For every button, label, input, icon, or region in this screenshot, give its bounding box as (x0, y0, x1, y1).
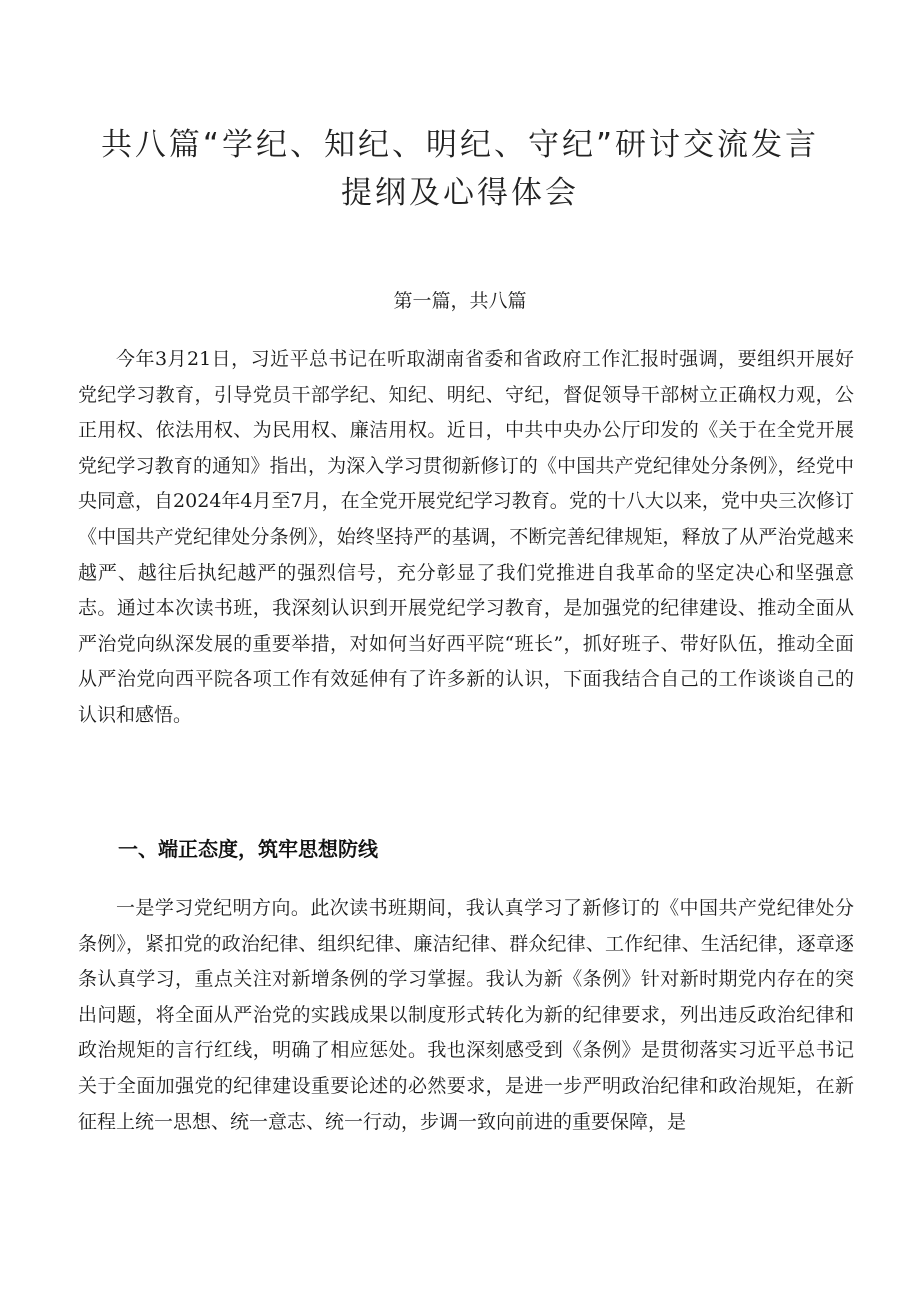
body-paragraph-1: 今年3月21日，习近平总书记在听取湖南省委和省政府工作汇报时强调，要组织开展好党纪学习教育，引导党员干部学纪、知纪、明纪、守纪，督促领导干部树立正确权力观，公正用权、依法用权、为民用权、廉洁用权。近日，中共中央办公厅印发的《关于在全党开展党纪学习教育的通知》指出，为深入学习贯彻新修订的《中国共产党纪律处分条例》，经党中央同意，自2024年4月至7月，在全党开展党纪学习教育。党的十八大以来，党中央三次修订《中国共产党纪律处分条例》，始终坚持严的基调，不断完善纪律规矩，释放了从严治党越来越严、越往后执纪越严的强烈信号，充分彰显了我们党推进自我革命的坚定决心和坚强意志。通过本次读书班，我深刻认识到开展党纪学习教育，是加强党的纪律建设、推动全面从严治党向纵深发展的重要举措，对如何当好西平院“班长”，抓好班子、带好队伍，推动全面从严治党向西平院各项工作有效延伸有了许多新的认识，下面我结合自己的工作谈谈自己的认识和感悟。 (78, 348, 854, 726)
body-paragraph-2: 一是学习党纪明方向。此次读书班期间，我认真学习了新修订的《中国共产党纪律处分条例》，紧扣党的政治纪律、组织纪律、廉洁纪律、群众纪律、工作纪律、生活纪律，逐章逐条认真学习，重点关注对新增条例的学习掌握。我认为新《条例》针对新时期党内存在的突出问题，将全面从严治党的实践成果以制度形式转化为新的纪律要求，列出违反政治纪律和政治规矩的言行红线，明确了相应惩处。我也深刻感受到《条例》是贯彻落实习近平总书记关于全面加强党的纪律建设重要论述的必然要求，是进一步严明政治纪律和政治规矩，在新征程上统一思想、统一意志、统一行动，步调一致向前进的重要保障，是 (78, 897, 854, 1133)
section-label: 第一篇，共八篇 (393, 290, 527, 312)
document-title-line-2: 提纲及心得体会 (341, 175, 579, 211)
document-title-line-1: 共八篇“学纪、知纪、明纪、守纪”研讨交流发言 (100, 127, 820, 163)
subheading-1: 一、端正态度，筑牢思想防线 (118, 837, 378, 861)
